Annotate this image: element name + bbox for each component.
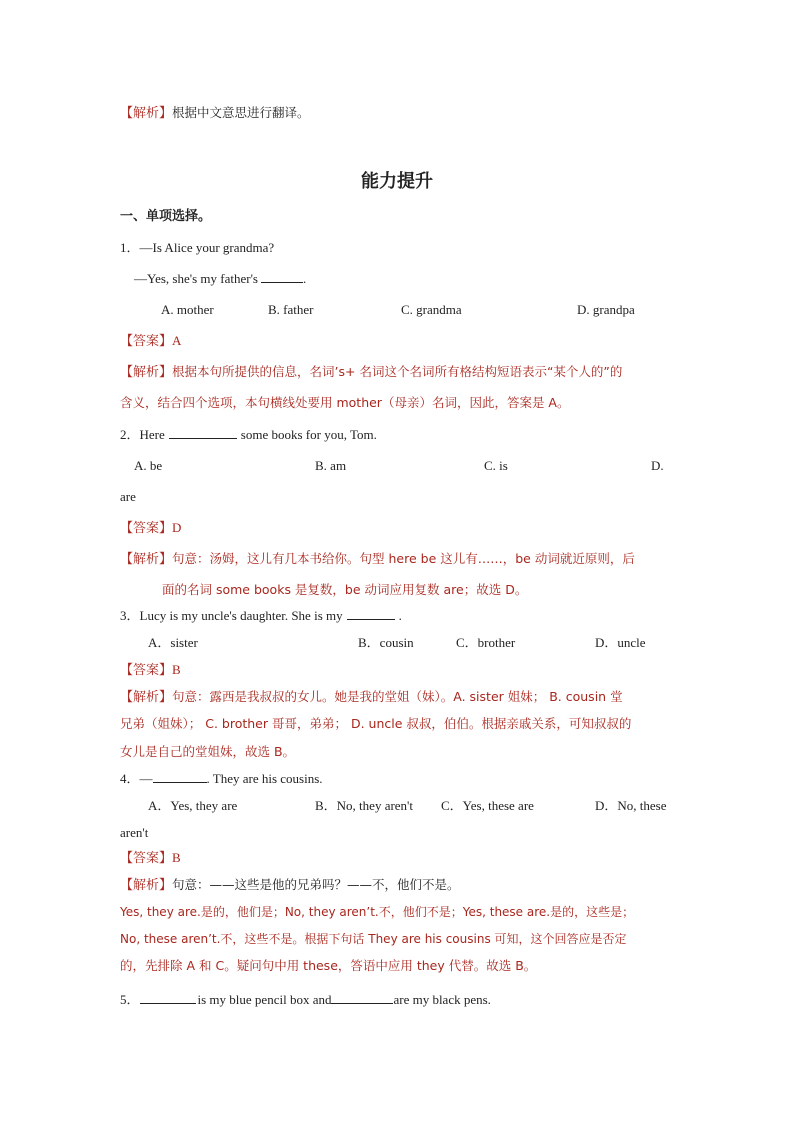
q4-option-a: A．Yes, they are [148, 798, 238, 813]
question-text: are my black pens. [393, 992, 491, 1007]
q1-option-d: D. grandpa [577, 302, 635, 317]
question-text-end: . [302, 271, 307, 286]
q3-option-c: C．brother [456, 635, 516, 650]
q4-explanation-line4: 的，先排除 A 和 C。疑问句中用 these，答语中应用 they 代替。故选 B。 [120, 958, 537, 973]
question-text-end: . [398, 608, 402, 623]
q2-option-c: C. is [484, 458, 508, 473]
q4-option-d-wrap: aren't [120, 825, 149, 840]
question-text: . They are his cousins. [206, 771, 323, 786]
answer-tag: 【答案】 [120, 521, 173, 536]
analysis-tag: 【解析】 [120, 106, 173, 121]
subsection-title: 一、单项选择。 [120, 209, 212, 224]
question-number: 3． [120, 608, 140, 623]
question-text: Here [139, 427, 165, 442]
q3-explanation-line3: 女儿是自己的堂姐妹，故选 B。 [120, 744, 296, 759]
question-number: 5． [120, 992, 140, 1007]
q1-explanation-line1 [120, 364, 622, 381]
answer-blank [331, 992, 393, 1004]
q4-explanation-line2: Yes, they are.是的，他们是；No, they aren’t.不，他们不是；Yes, these are.是的，这些是； [120, 905, 635, 919]
answer-value: D [172, 520, 182, 535]
q4-option-b: B．No, they aren't [315, 798, 414, 813]
answer-blank [140, 992, 196, 1004]
explanation-text: 句意：——这些是他的兄弟吗？——不，他们不是。 [172, 877, 460, 892]
section-title: 能力提升 [361, 171, 433, 192]
q4-explanation-line1 [120, 877, 460, 894]
answer-tag: 【答案】 [120, 663, 173, 678]
answer-blank [153, 771, 207, 783]
q2-option-b: B. am [315, 458, 347, 473]
q4-answer [120, 850, 181, 867]
analysis-tag: 【解析】 [120, 690, 173, 705]
answer-blank [169, 427, 237, 439]
analysis-tag: 【解析】 [120, 552, 173, 567]
question-text: Lucy is my uncle's daughter. She is my [139, 608, 343, 623]
q4-option-c: C．Yes, these are [441, 798, 534, 813]
q2-option-d: D. [651, 458, 664, 473]
question-2-stem [120, 427, 377, 443]
answer-tag: 【答案】 [120, 334, 173, 349]
q1-explanation-line2: 含义，结合四个选项，本句横线处要用 mother（母亲）名词，因此，答案是 A。 [120, 395, 570, 410]
answer-value: B [172, 662, 181, 677]
question-number: 4． [120, 771, 140, 786]
explanation-text: 句意：露西是我叔叔的女儿。她是我的堂姐（妹）。A. sister 姐妹； B. cousin 堂 [172, 689, 623, 704]
q4-explanation-line3: No, these aren’t.不，这些不是。根据下句话 They are his cousins 可知，这个回答应是否定 [120, 932, 627, 946]
top-note [120, 105, 310, 122]
question-text: is my blue pencil box and [197, 992, 332, 1007]
q4-option-d: D．No, these [595, 798, 667, 813]
answer-tag: 【答案】 [120, 851, 173, 866]
q1-option-b: B. father [268, 302, 314, 317]
q1-option-a: A. mother [161, 302, 214, 317]
analysis-tag: 【解析】 [120, 878, 173, 893]
q3-option-d: D．uncle [595, 635, 646, 650]
q3-explanation-line1 [120, 689, 623, 706]
answer-value: A [172, 333, 182, 348]
q2-answer [120, 520, 181, 537]
question-text: —Is Alice your grandma? [139, 240, 275, 255]
question-5-stem [120, 992, 491, 1008]
q2-explanation-line2: 面的名词 some books 是复数，be 动词应用复数 are；故选 D。 [162, 582, 528, 597]
q1-option-c: C. grandma [401, 302, 462, 317]
q3-option-a: A．sister [148, 635, 198, 650]
q2-explanation-line1 [120, 551, 635, 568]
q3-option-b: B．cousin [358, 635, 414, 650]
question-3-stem [120, 608, 402, 624]
question-number: 1． [120, 240, 140, 255]
explanation-text: 句意：汤姆，这儿有几本书给你。句型 here be 这儿有……，be 动词就近原则，后 [172, 551, 635, 566]
question-1-line2 [134, 271, 306, 287]
q1-answer [120, 333, 181, 350]
explanation-text: 根据本句所提供的信息，名词’s+ 名词这个名词所有格结构短语表示“某个人的”的 [172, 364, 623, 379]
q2-option-a: A. be [134, 458, 163, 473]
question-number: 2． [120, 427, 140, 442]
analysis-tag: 【解析】 [120, 365, 173, 380]
question-1-stem [120, 240, 274, 256]
q3-answer [120, 662, 181, 679]
q2-option-d-wrap: are [120, 489, 136, 504]
q3-explanation-line2: 兄弟（姐妹）； C. brother 哥哥，弟弟； D. uncle 叔叔，伯伯。根据亲戚关系，可知叔叔的 [120, 716, 632, 731]
answer-blank [261, 271, 303, 283]
answer-value: B [172, 850, 181, 865]
question-text: — [139, 771, 153, 786]
question-text: some books for you, Tom. [240, 427, 377, 442]
question-4-stem [120, 771, 323, 787]
answer-blank [347, 608, 395, 620]
question-text: —Yes, she's my father's [134, 271, 258, 286]
analysis-text: 根据中文意思进行翻译。 [172, 105, 310, 120]
